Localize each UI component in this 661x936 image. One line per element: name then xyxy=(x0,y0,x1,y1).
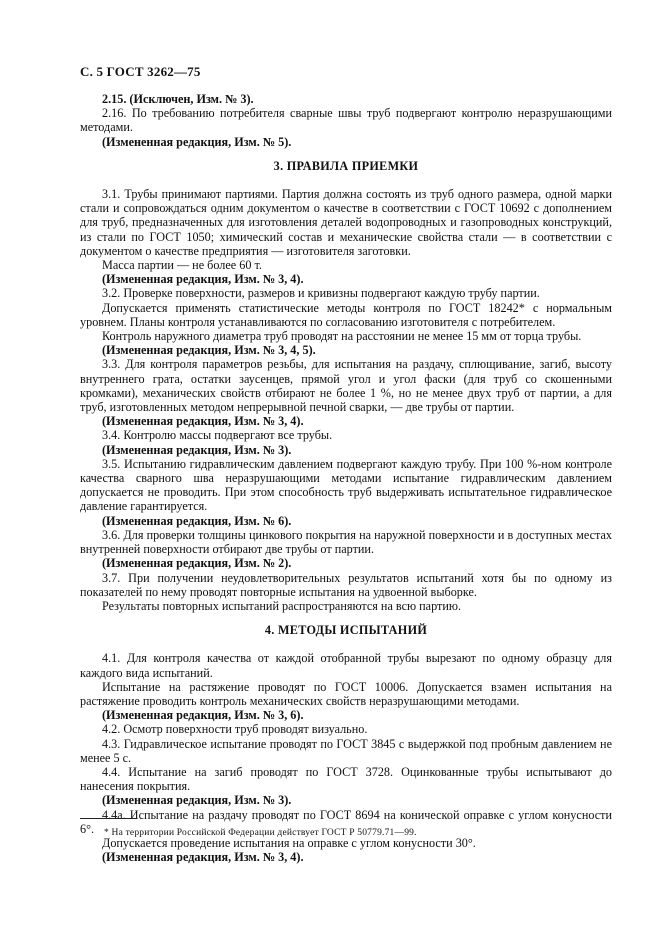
paragraph: 4.4а. Испытание на раздачу проводят по ГОСТ 8694 на конической оправке с углом конусности 6°. xyxy=(80,807,612,836)
paragraph: 3.2. Проверке поверхности, размеров и кривизны подвергают каждую трубу партии. xyxy=(102,286,540,301)
document-body xyxy=(80,92,612,864)
amendment-note: 2.15. (Исключен, Изм. № 3). xyxy=(102,92,254,106)
paragraph: 3.5. Испытанию гидравлическим давлением подвергают каждую трубу. При 100 %-ном контроле качества сварного шва неразрушающими методами испытание гидравлическим давлением допускается не проводить. При этом способность труб выдерживать испытательное гидравлическое давление гарантируется. xyxy=(80,456,612,514)
paragraph: 3.7. При получении неудовлетворительных результатов испытаний хотя бы по одному из показателей по нему проводят повторные испытания на удвоенной выборке. xyxy=(80,570,612,599)
paragraph: 3.1. Трубы принимают партиями. Партия должна состоять из труб одного размера, одной марки стали и сопровождаться одним документом о качестве в соответствии с ГОСТ 10692 с дополнением для труб, предназначенных для изготовления деталей водопроводных и газопроводных конструкций, из стали по ГОСТ 1050; химический состав и механические свойства стали — в соответствии с документом о качестве предприятия — изготовителя заготовки. xyxy=(80,187,612,258)
paragraph: Испытание на растяжение проводят по ГОСТ 10006. Допускается взамен испытания на растяжение проводить контроль механических свойств неразрушающими методами. xyxy=(80,679,612,708)
amendment-note: (Измененная редакция, Изм. № 5). xyxy=(102,134,292,149)
paragraph: 4.3. Гидравлическое испытание проводят по ГОСТ 3845 с выдержкой под пробным давлением не менее 5 с. xyxy=(80,736,612,765)
paragraph: 4.4. Испытание на загиб проводят по ГОСТ 3728. Оцинкованные трубы испытывают до нанесения покрытия. xyxy=(80,764,612,794)
amendment-note: (Измененная редакция, Изм. № 6). xyxy=(102,513,292,528)
amendment-note: (Измененная редакция, Изм. № 3, 6). xyxy=(102,708,304,723)
paragraph: 4.2. Осмотр поверхности труб проводят визуально. xyxy=(102,722,368,737)
amendment-note: (Измененная редакция, Изм. № 3, 4, 5). xyxy=(102,343,316,358)
paragraph: Допускается применять статистические методы контроля по ГОСТ 18242* с нормальным уровнем. Планы контроля устанавливаются по согласованию изготовителя с потребителем. xyxy=(80,300,612,329)
paragraph: Допускается проведение испытания на оправке с углом конусности 30°. xyxy=(102,835,476,850)
footnote-rule xyxy=(80,818,137,819)
amendment-note: (Измененная редакция, Изм. № 3, 4). xyxy=(102,414,304,429)
section-heading: 4. МЕТОДЫ ИСПЫТАНИЙ xyxy=(264,623,428,638)
paragraph: 4.1. Для контроля качества от каждой отобранной трубы вырезают по одному образцу для каждого вида испытаний. xyxy=(80,651,612,680)
paragraph: Масса партии — не более 60 т. xyxy=(102,258,262,273)
amendment-note: (Измененная редакция, Изм. № 3, 4). xyxy=(102,850,304,865)
amendment-note: (Измененная редакция, Изм. № 3). xyxy=(102,793,292,808)
amendment-note: (Измененная редакция, Изм. № 2). xyxy=(102,556,292,571)
footnote: * На территории Российской Федерации действует ГОСТ Р 50779.71—99. xyxy=(104,828,417,838)
paragraph: 3.6. Для проверки толщины цинкового покрытия на наружной поверхности и в доступных местах внутренней поверхности отбирают две трубы от партии. xyxy=(80,527,612,557)
paragraph: 3.3. Для контроля параметров резьбы, для испытания на раздачу, сплющивание, загиб, высоту внутреннего грата, остатки заусенцев, прямой угол и угол фаски (для труб со скошенными кромками), механических свойств отбирают не более 1 %, но не менее двух труб от партии, а для труб, изготовленных методом непрерывной печной сварки, — две трубы от партии. xyxy=(80,357,612,415)
amendment-note: (Измененная редакция, Изм. № 3). xyxy=(102,442,292,457)
section-heading: 3. ПРАВИЛА ПРИЕМКИ xyxy=(273,158,419,173)
paragraph: Контроль наружного диаметра труб проводят на расстоянии не менее 15 мм от торца трубы. xyxy=(102,329,582,344)
paragraph: Результаты повторных испытаний распространяются на всю партию. xyxy=(102,598,462,613)
paragraph: 3.4. Контролю массы подвергают все трубы. xyxy=(102,428,333,443)
page-header: С. 5 ГОСТ 3262—75 xyxy=(80,64,201,79)
amendment-note: (Измененная редакция, Изм. № 3, 4). xyxy=(102,272,304,287)
paragraph: 2.16. По требованию потребителя сварные швы труб подвергают контролю неразрушающими методами. xyxy=(80,106,612,135)
